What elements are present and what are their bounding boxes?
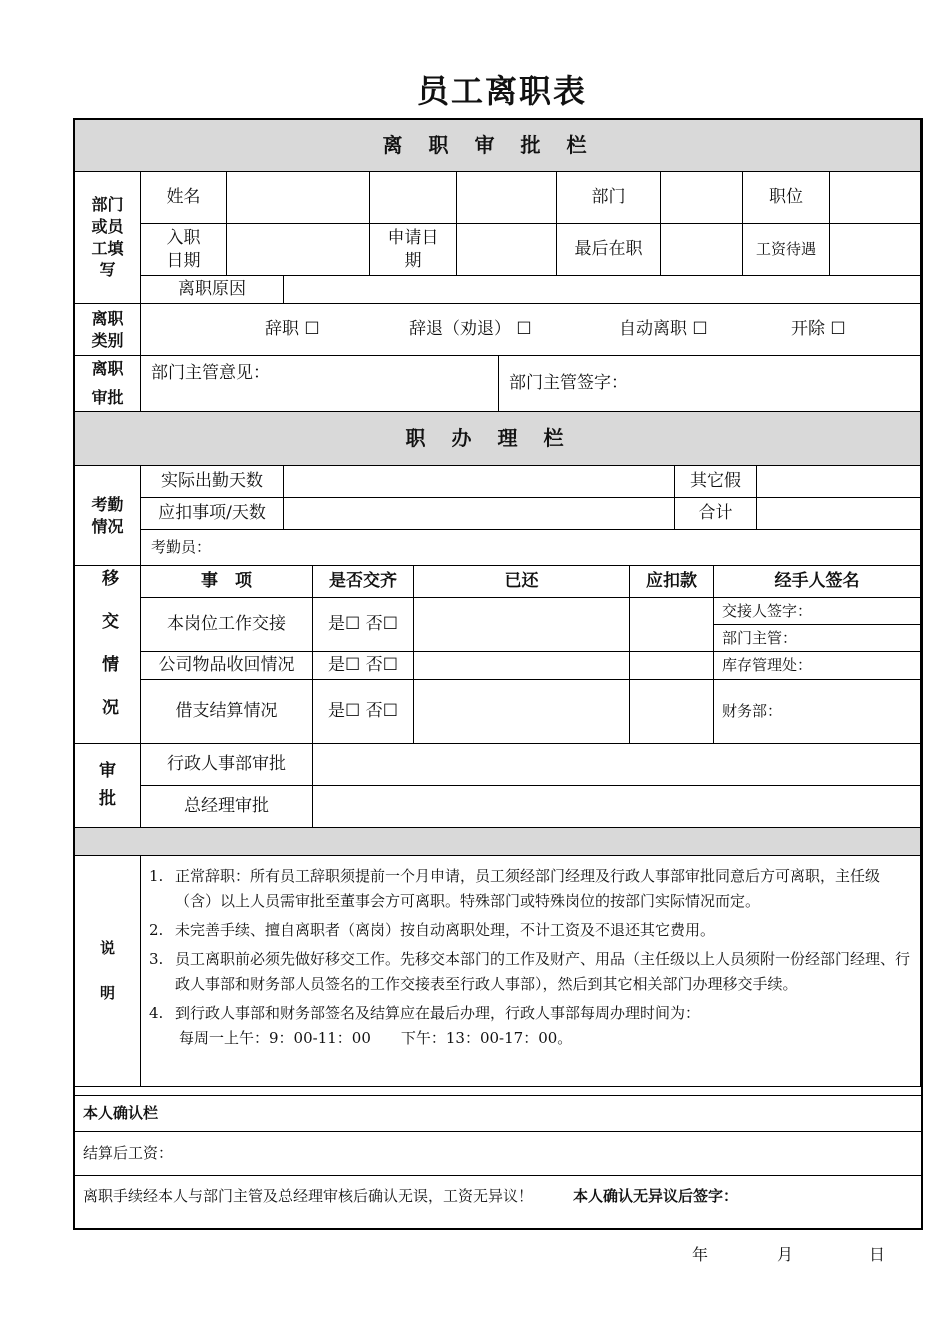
col-signer: 经手人签名 xyxy=(714,566,921,598)
apply-date-field[interactable] xyxy=(457,224,557,276)
hr-approve-label: 行政人事部审批 xyxy=(141,744,313,786)
name-label: 姓名 xyxy=(141,172,227,224)
blank-field[interactable] xyxy=(457,172,557,224)
date-month: 月 xyxy=(777,1245,794,1264)
manager-signer[interactable]: 部门主管： xyxy=(714,625,921,652)
fill-by-label: 部门或员工填写 xyxy=(75,172,141,304)
transfer-deduction[interactable] xyxy=(630,680,714,744)
col-deduction: 应扣款 xyxy=(630,566,714,598)
confirm-header: 本人确认栏 xyxy=(75,1096,921,1132)
note-schedule: 每周一上午：9：00-11：00 下午：13：00-17：00。 xyxy=(179,1029,573,1047)
transfer-done[interactable]: 是☐ 否☐ xyxy=(313,652,414,680)
other-leave-label: 其它假 xyxy=(675,466,757,498)
leave-review-label: 离职审批 xyxy=(75,356,141,412)
finance-signer[interactable]: 财务部： xyxy=(714,680,921,744)
handling-section-header: 职办理栏 xyxy=(75,412,921,466)
type-option-dismiss[interactable]: 辞退（劝退） ☐ xyxy=(409,319,532,340)
department-field[interactable] xyxy=(661,172,743,224)
transfer-returned[interactable] xyxy=(414,680,630,744)
actual-days-field[interactable] xyxy=(284,466,675,498)
col-done: 是否交齐 xyxy=(313,566,414,598)
actual-days-label: 实际出勤天数 xyxy=(141,466,284,498)
notes-content xyxy=(141,856,921,1087)
transfer-done[interactable]: 是☐ 否☐ xyxy=(313,598,414,652)
handover-signer[interactable]: 交接人签字： xyxy=(714,598,921,625)
leave-type-options xyxy=(141,304,921,356)
form-table xyxy=(73,118,923,1230)
total-label: 合计 xyxy=(675,498,757,530)
note-item: 3. 员工离职前必须先做好移交工作。先移交本部门的工作及财产、用品（主任级以上人员须附一份经部门经理、行政人事部和财务部人员签名的工作交接表至行政人事部），然后到其它相关部门办理移交手续。 xyxy=(149,950,911,993)
type-option-fire[interactable]: 开除 ☐ xyxy=(791,319,846,340)
leave-type-label: 离职类别 xyxy=(75,304,141,356)
notes-label: 说明 xyxy=(75,856,141,1087)
last-on-job-label: 最后在职 xyxy=(557,224,661,276)
salary-label: 工资待遇 xyxy=(743,224,830,276)
reason-field[interactable] xyxy=(284,276,921,304)
name-field[interactable] xyxy=(227,172,370,224)
type-option-self-leave[interactable]: 自动离职 ☐ xyxy=(619,319,708,340)
col-returned: 已还 xyxy=(414,566,630,598)
col-item: 事 项 xyxy=(141,566,313,598)
note-item: 4. 到行政人事部和财务部签名及结算应在最后办理，行政人事部每周办理时间为： xyxy=(149,1004,701,1022)
attendance-label: 考勤情况 xyxy=(75,466,141,566)
transfer-label: 移交情况 xyxy=(75,566,141,744)
approve-label: 审批 xyxy=(75,744,141,828)
transfer-returned[interactable] xyxy=(414,598,630,652)
salary-field[interactable] xyxy=(830,224,921,276)
transfer-item: 借支结算情况 xyxy=(141,680,313,744)
position-field[interactable] xyxy=(830,172,921,224)
manager-opinion[interactable]: 部门主管意见： xyxy=(141,356,499,412)
type-option-resign[interactable]: 辞职 ☐ xyxy=(265,319,320,340)
gm-approve-label: 总经理审批 xyxy=(141,786,313,828)
note-item: 1. 正常辞职：所有员工辞职须提前一个月申请，员工须经部门经理及行政人事部审批同意后方可离职，主任级（含）以上人员需审批至董事会方可离职。特殊部门或特殊岗位的按部门实际情况而定。 xyxy=(149,867,881,910)
transfer-done[interactable]: 是☐ 否☐ xyxy=(313,680,414,744)
other-leave-field[interactable] xyxy=(757,466,921,498)
apply-date-label: 申请日期 xyxy=(370,224,457,276)
transfer-item: 本岗位工作交接 xyxy=(141,598,313,652)
blank-field[interactable] xyxy=(370,172,457,224)
transfer-deduction[interactable] xyxy=(630,598,714,652)
total-field[interactable] xyxy=(757,498,921,530)
confirm-sign[interactable]: 本人确认无异议后签字： xyxy=(573,1187,739,1205)
deduct-days-field[interactable] xyxy=(284,498,675,530)
separator-band xyxy=(75,828,921,856)
gm-approve-field[interactable] xyxy=(313,786,921,828)
spacer-line xyxy=(75,1087,921,1096)
approval-section-header: 离职审批栏 xyxy=(75,120,921,172)
date-year: 年 xyxy=(692,1245,709,1264)
manager-sign[interactable]: 部门主管签字： xyxy=(499,356,921,412)
deduct-days-label: 应扣事项/天数 xyxy=(141,498,284,530)
transfer-item: 公司物品收回情况 xyxy=(141,652,313,680)
confirm-statement: 离职手续经本人与部门主管及总经理审核后确认无误，工资无异议！ xyxy=(83,1187,534,1205)
confirm-statement-row xyxy=(75,1176,921,1228)
reason-label: 离职原因 xyxy=(141,276,284,304)
transfer-returned[interactable] xyxy=(414,652,630,680)
entry-date-field[interactable] xyxy=(227,224,370,276)
warehouse-signer[interactable]: 库存管理处： xyxy=(714,652,921,680)
page-title: 员工离职表 xyxy=(416,72,587,110)
position-label: 职位 xyxy=(743,172,830,224)
attendance-clerk[interactable]: 考勤员： xyxy=(141,530,921,566)
note-item: 2. 未完善手续、擅自离职者（离岗）按自动离职处理，不计工资及不退还其它费用。 xyxy=(149,921,716,939)
entry-date-label: 入职日期 xyxy=(141,224,227,276)
salary-after-field[interactable]: 结算后工资： xyxy=(75,1132,921,1176)
transfer-deduction[interactable] xyxy=(630,652,714,680)
last-on-job-field[interactable] xyxy=(661,224,743,276)
date-day: 日 xyxy=(869,1245,886,1264)
department-label: 部门 xyxy=(557,172,661,224)
hr-approve-field[interactable] xyxy=(313,744,921,786)
